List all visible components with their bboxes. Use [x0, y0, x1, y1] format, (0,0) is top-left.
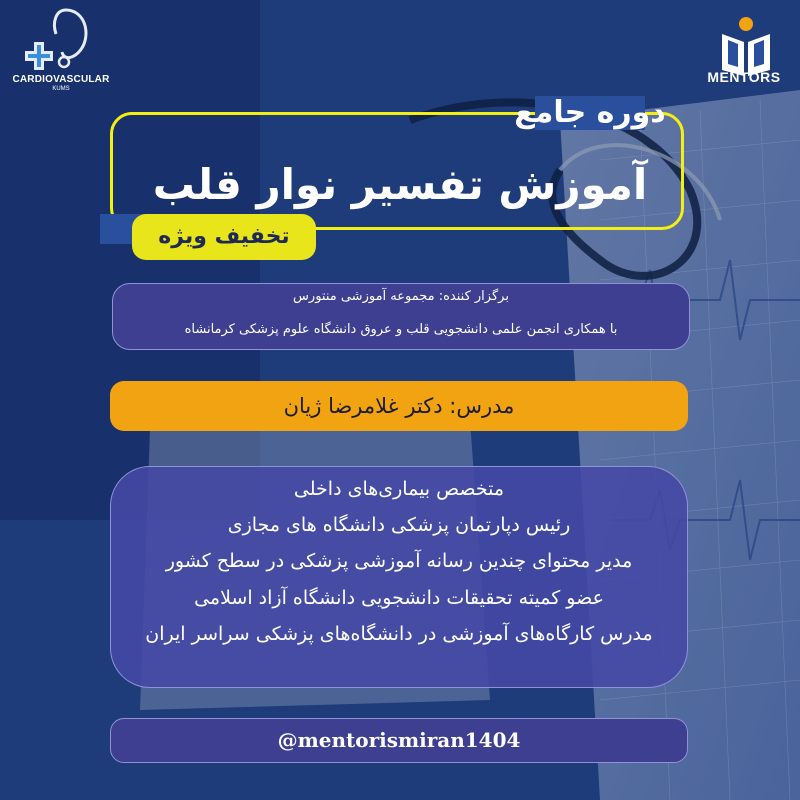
bio-line: متخصص بیماری‌های داخلی — [293, 478, 505, 500]
social-handle[interactable]: @mentorismiran1404 — [110, 718, 688, 763]
bio-line: مدرس کارگاه‌های آموزشی در دانشگاه‌های پزشکی سراسر ایران — [145, 623, 653, 645]
mentors-logo-text: MENTORS — [707, 69, 781, 85]
teacher-banner: مدرس: دکتر غلامرضا ژیان — [110, 381, 688, 431]
course-type-heading: دوره جامع — [514, 95, 666, 130]
cardiovascular-logo-text: CARDIOVASCULAR — [12, 74, 110, 85]
organizer-text: برگزار کننده: مجموعه آموزشی منتورس — [293, 289, 509, 304]
cardiovascular-logo-subtext: KUMS — [52, 86, 70, 92]
bio-line: رئیس دپارتمان پزشکی دانشگاه های مجازی — [227, 514, 571, 536]
bio-line: عضو کمیته تحقیقات دانشجویی دانشگاه آزاد اسلامی — [194, 587, 604, 609]
course-title: آموزش تفسیر نوار قلب — [152, 160, 648, 209]
mentors-logo-icon — [706, 14, 786, 76]
discount-badge: تخفیف ویژه — [132, 214, 316, 260]
collaboration-text: با همکاری انجمن علمی دانشجویی قلب و عروق دانشگاه علوم پزشکی کرمانشاه — [184, 322, 618, 337]
bio-line: مدیر محتوای چندین رسانه آموزشی پزشکی در سطح کشور — [165, 550, 633, 572]
